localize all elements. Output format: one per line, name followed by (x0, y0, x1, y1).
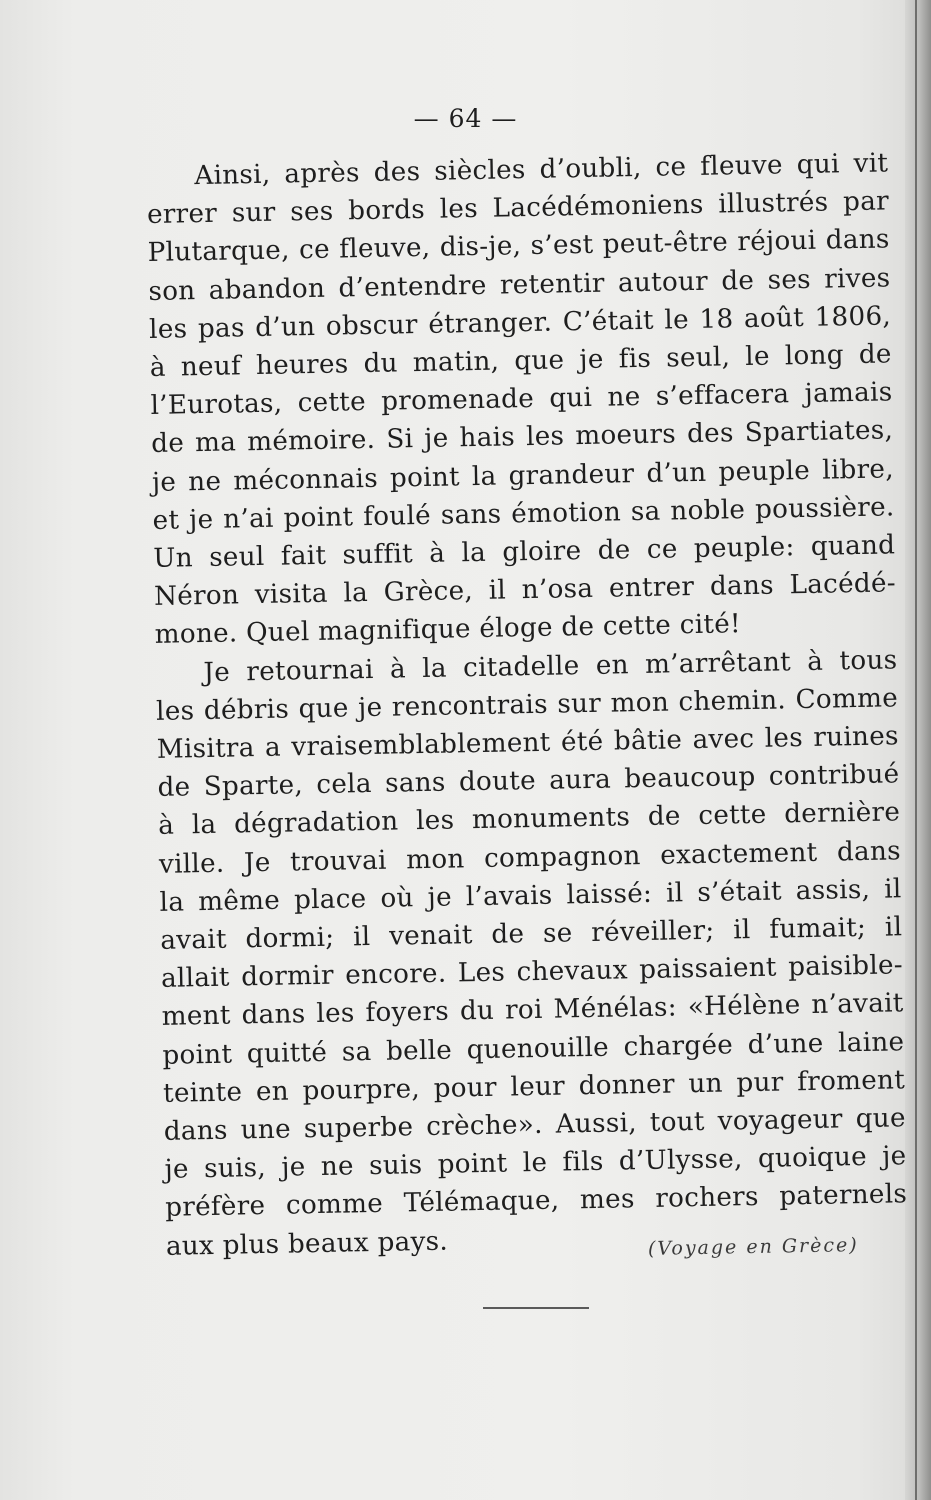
text-line: avait dormi; il venait de se réveiller; il fumait; il (160, 912, 903, 956)
text-line: dans une superbe crèche». Aussi, tout voyageur que (163, 1103, 907, 1147)
text-line: préfère comme Télémaque, mes rochers paternels (164, 1179, 908, 1224)
text-line: l’Eurotas, cette promenade qui ne s’effacera jamais (150, 377, 893, 422)
text-line: les pas d’un obscur étranger. C’était le 18 août 1806, (148, 301, 892, 345)
text-line: Néron visita la Grèce, il n’osa entrer dans Lacédé- (153, 568, 897, 613)
text-line: Je retournai à la citadelle en m’arrêtant à tous (203, 644, 898, 688)
text-line: Un seul fait suffit à la gloire de ce peuple: quand (153, 530, 896, 574)
text-line: je ne méconnais point la grandeur d’un peuple libre, (151, 453, 895, 498)
body-text (146, 144, 908, 1265)
text-line: Plutarque, ce fleuve, dis-je, s’est peut-être réjoui dans (147, 224, 890, 269)
text-line: allait dormir encore. Les chevaux paissaient paisible- (160, 950, 904, 995)
text-line: mone. Quel magnifique éloge de cette cité! (154, 609, 742, 651)
page-edge-line (915, 0, 917, 1500)
text-line: et je n’ai point foulé sans émotion sa noble poussière. (152, 492, 895, 536)
text-line: teinte en pourpre, pour leur donner un pur froment (162, 1065, 906, 1109)
end-rule-divider (483, 1307, 589, 1309)
page-gutter-shadow (905, 0, 931, 1500)
paragraph-2 (155, 641, 908, 1266)
text-line: de Sparte, cela sans doute aura beaucoup contribué (157, 759, 900, 804)
text-line: Misitra a vraisemblablement été bâtie avec les ruines (156, 721, 899, 765)
text-line: Ainsi, après des siècles d’oubli, ce fleuve qui vit (194, 148, 889, 192)
source-citation: (Voyage en Grèce) (647, 1234, 859, 1260)
text-line: aux plus beaux pays. (165, 1226, 449, 1262)
text-line: ment dans les foyers du roi Ménélas: «Hélène n’avait (161, 988, 904, 1033)
text-line: de ma mémoire. Si je hais les moeurs des Spartiates, (150, 415, 894, 460)
paragraph-1 (146, 144, 897, 654)
text-line: son abandon d’entendre retentir autour de ses rives (148, 262, 891, 307)
text-line: ville. Je trouvai mon compagnon exactement dans (158, 835, 902, 880)
text-line: je suis, je ne suis point le fils d’Ulysse, quoique je (164, 1141, 907, 1186)
text-line: à neuf heures du matin, que je fis seul, le long de (149, 339, 892, 383)
text-line: la même place où je l’avais laissé: il s’était assis, il (159, 874, 902, 918)
text-line: à la dégradation les monuments de cette dernière (157, 797, 901, 842)
text-line: les débris que je rencontrais sur mon chemin. Comme (155, 683, 899, 727)
text-line: errer sur ses bords les Lacédémoniens illustrés par (146, 186, 890, 231)
page-number: — 64 — (413, 104, 518, 133)
text-line: point quitté sa belle quenouille chargée d’une laine (162, 1026, 905, 1071)
